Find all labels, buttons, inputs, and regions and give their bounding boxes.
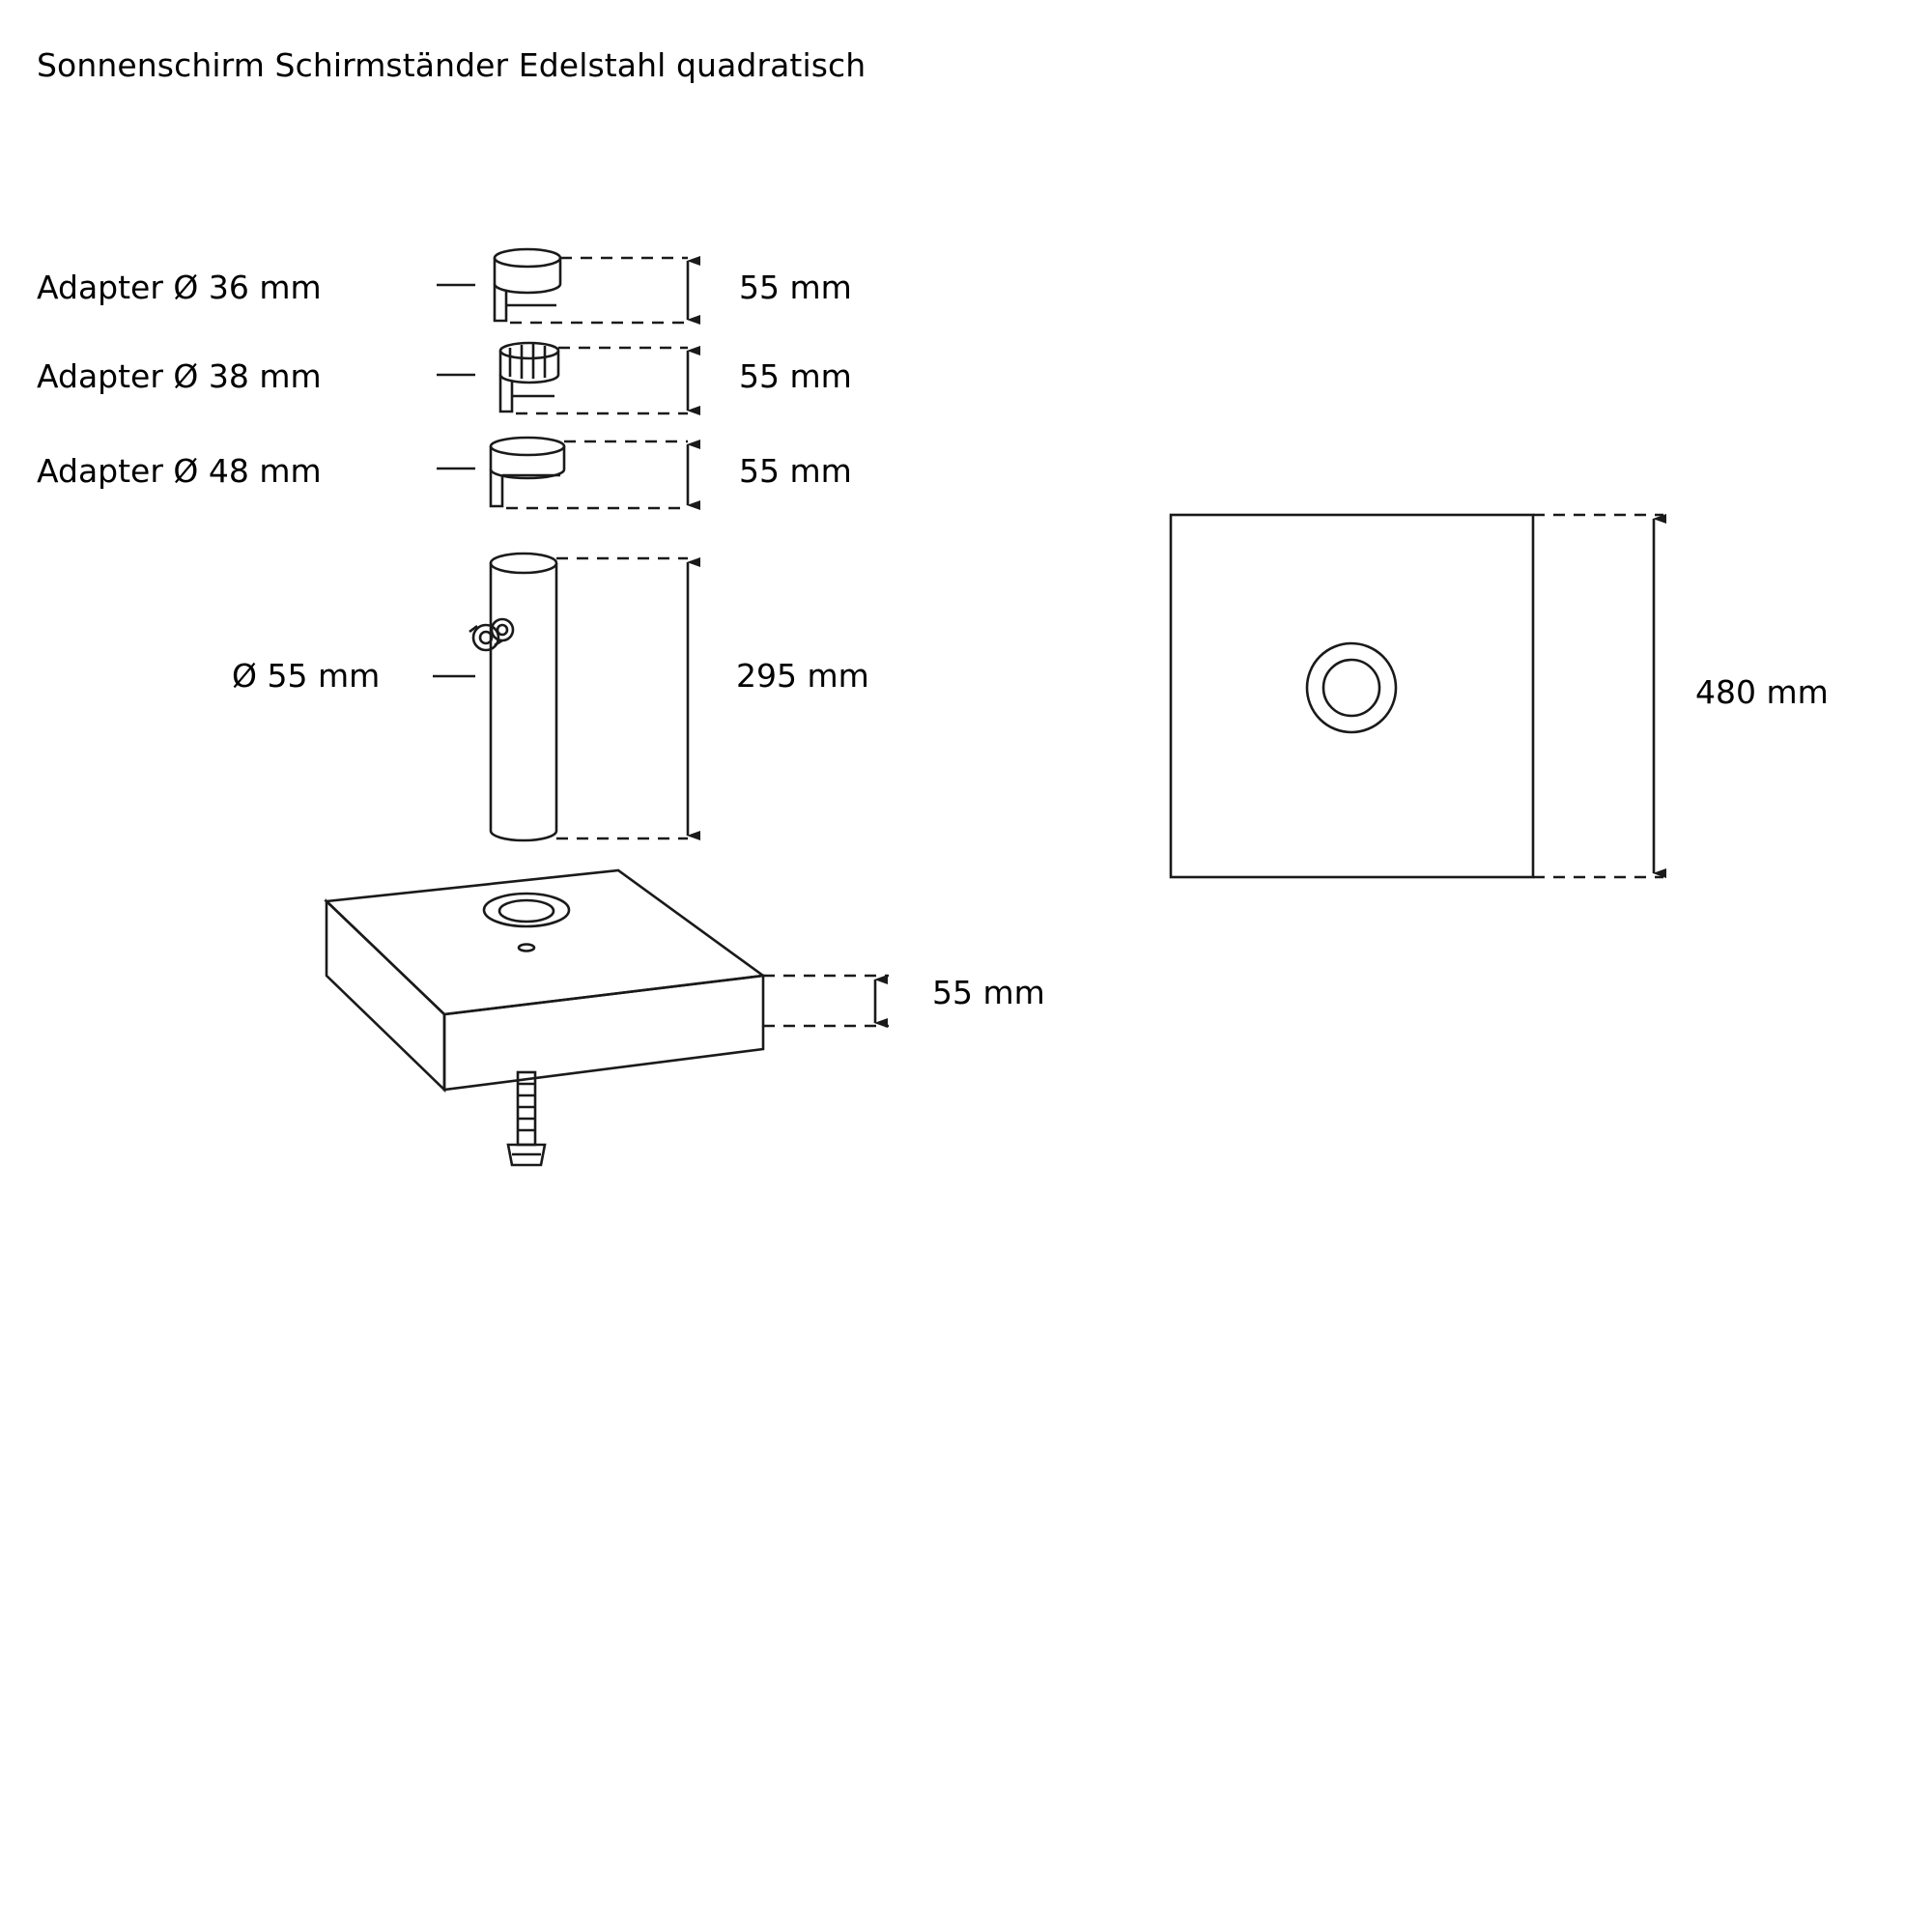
part-base-plate-top-view bbox=[1171, 515, 1663, 877]
dimension-tube-height: 295 mm bbox=[736, 657, 869, 695]
dimension-adapter-48-height: 55 mm bbox=[739, 452, 852, 490]
part-tube bbox=[433, 554, 688, 840]
part-base-plate-iso bbox=[327, 870, 889, 1090]
page-title: Sonnenschirm Schirmständer Edelstahl quadratisch bbox=[37, 46, 867, 84]
part-bolt bbox=[508, 1072, 545, 1165]
label-adapter-38: Adapter Ø 38 mm bbox=[37, 357, 322, 395]
part-adapter-38 bbox=[437, 343, 688, 413]
label-adapter-48: Adapter Ø 48 mm bbox=[37, 452, 322, 490]
label-adapter-36: Adapter Ø 36 mm bbox=[37, 269, 322, 306]
label-tube-diameter: Ø 55 mm bbox=[232, 657, 381, 695]
dimension-plate-width: 480 mm bbox=[1695, 673, 1829, 711]
part-adapter-36 bbox=[437, 249, 688, 323]
dimension-adapter-38-height: 55 mm bbox=[739, 357, 852, 395]
dimension-adapter-36-height: 55 mm bbox=[739, 269, 852, 306]
dimension-plate-thickness: 55 mm bbox=[932, 974, 1045, 1011]
part-adapter-48 bbox=[437, 438, 688, 508]
